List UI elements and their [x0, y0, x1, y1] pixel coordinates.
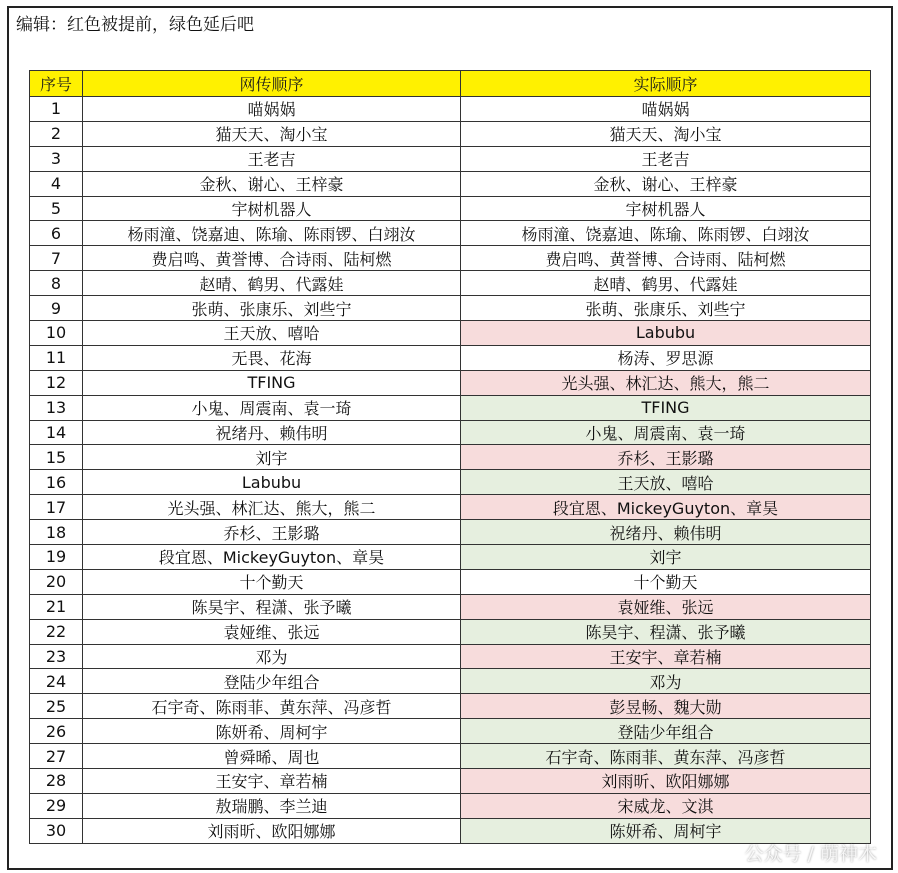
row-number: 8	[30, 271, 83, 296]
table-row	[30, 569, 871, 594]
table-row	[30, 97, 871, 122]
rumored-order-cell: 猫天天、淘小宝	[83, 121, 461, 146]
row-number: 21	[30, 594, 83, 619]
row-number: 16	[30, 470, 83, 495]
actual-order-cell: 袁娅维、张远	[461, 594, 871, 619]
rumored-order-cell: 无畏、花海	[83, 345, 461, 370]
actual-order-cell: 宋威龙、文淇	[461, 793, 871, 818]
table-row	[30, 146, 871, 171]
rumored-order-cell: 十个勤天	[83, 569, 461, 594]
actual-order-cell: 费启鸣、黄誉博、合诗雨、陆柯燃	[461, 246, 871, 271]
table-row	[30, 196, 871, 221]
row-number: 2	[30, 121, 83, 146]
actual-order-cell: 刘宇	[461, 545, 871, 570]
row-number: 18	[30, 520, 83, 545]
actual-order-cell: 金秋、谢心、王梓豪	[461, 171, 871, 196]
table-row	[30, 769, 871, 794]
table-body	[30, 97, 871, 844]
actual-order-cell: 乔杉、王影璐	[461, 445, 871, 470]
rumored-order-cell: 赵晴、鹤男、代露娃	[83, 271, 461, 296]
actual-order-cell: 邓为	[461, 669, 871, 694]
rumored-order-cell: 陈昊宇、程潇、张予曦	[83, 594, 461, 619]
rumored-order-cell: 邓为	[83, 644, 461, 669]
table-row	[30, 296, 871, 321]
table-row	[30, 470, 871, 495]
table-row	[30, 669, 871, 694]
row-number: 14	[30, 420, 83, 445]
rumored-order-cell: 杨雨潼、饶嘉迪、陈瑜、陈雨锣、白翊汝	[83, 221, 461, 246]
actual-order-cell: 段宜恩、MickeyGuyton、章昊	[461, 495, 871, 520]
rumored-order-cell: 刘雨昕、欧阳娜娜	[83, 818, 461, 843]
rumored-order-cell: 王老吉	[83, 146, 461, 171]
row-number: 6	[30, 221, 83, 246]
table-row	[30, 793, 871, 818]
rumored-order-cell: 王天放、嘻哈	[83, 321, 461, 346]
table-row	[30, 121, 871, 146]
rumored-order-cell: 陈妍希、周柯宇	[83, 719, 461, 744]
table-row	[30, 395, 871, 420]
rumored-order-cell: 喵娲娲	[83, 97, 461, 122]
table-row	[30, 345, 871, 370]
rumored-order-cell: 小鬼、周震南、袁一琦	[83, 395, 461, 420]
actual-order-cell: 喵娲娲	[461, 97, 871, 122]
actual-order-cell: 石宇奇、陈雨菲、黄东萍、冯彦哲	[461, 744, 871, 769]
table-row	[30, 246, 871, 271]
actual-order-cell: 光头强、林汇达、熊大，熊二	[461, 370, 871, 395]
row-number: 13	[30, 395, 83, 420]
row-number: 22	[30, 619, 83, 644]
watermark: 公众号 / 萌神木	[744, 843, 877, 865]
rumored-order-cell: TFING	[83, 370, 461, 395]
actual-order-cell: 张萌、张康乐、刘些宁	[461, 296, 871, 321]
rumored-order-cell: Labubu	[83, 470, 461, 495]
actual-order-cell: 王天放、嘻哈	[461, 470, 871, 495]
row-number: 19	[30, 545, 83, 570]
rumored-order-cell: 刘宇	[83, 445, 461, 470]
row-number: 15	[30, 445, 83, 470]
actual-order-cell: 宇树机器人	[461, 196, 871, 221]
rumored-order-cell: 金秋、谢心、王梓豪	[83, 171, 461, 196]
row-number: 20	[30, 569, 83, 594]
actual-order-cell: 彭昱畅、魏大勋	[461, 694, 871, 719]
rumored-order-cell: 王安宇、章若楠	[83, 769, 461, 794]
table-row	[30, 694, 871, 719]
table-row	[30, 495, 871, 520]
table-row	[30, 644, 871, 669]
header-rumored-order: 网传顺序	[83, 71, 461, 97]
rumored-order-cell: 宇树机器人	[83, 196, 461, 221]
actual-order-cell: 杨雨潼、饶嘉迪、陈瑜、陈雨锣、白翊汝	[461, 221, 871, 246]
table-row	[30, 370, 871, 395]
row-number: 30	[30, 818, 83, 843]
table-row	[30, 619, 871, 644]
row-number: 17	[30, 495, 83, 520]
actual-order-cell: 杨涛、罗思源	[461, 345, 871, 370]
document-frame	[7, 6, 893, 870]
table-row	[30, 221, 871, 246]
actual-order-cell: 猫天天、淘小宝	[461, 121, 871, 146]
actual-order-cell: 王安宇、章若楠	[461, 644, 871, 669]
row-number: 11	[30, 345, 83, 370]
rumored-order-cell: 费启鸣、黄誉博、合诗雨、陆柯燃	[83, 246, 461, 271]
table-row	[30, 520, 871, 545]
rumored-order-cell: 曾舜晞、周也	[83, 744, 461, 769]
actual-order-cell: 王老吉	[461, 146, 871, 171]
header-number: 序号	[30, 71, 83, 97]
actual-order-cell: 登陆少年组合	[461, 719, 871, 744]
row-number: 29	[30, 793, 83, 818]
table-row	[30, 271, 871, 296]
rumored-order-cell: 祝绪丹、赖伟明	[83, 420, 461, 445]
row-number: 5	[30, 196, 83, 221]
actual-order-cell: 陈昊宇、程潇、张予曦	[461, 619, 871, 644]
rumored-order-cell: 段宜恩、MickeyGuyton、章昊	[83, 545, 461, 570]
actual-order-cell: 小鬼、周震南、袁一琦	[461, 420, 871, 445]
actual-order-cell: 十个勤天	[461, 569, 871, 594]
rumored-order-cell: 袁娅维、张远	[83, 619, 461, 644]
row-number: 23	[30, 644, 83, 669]
row-number: 26	[30, 719, 83, 744]
actual-order-cell: Labubu	[461, 321, 871, 346]
table-row	[30, 594, 871, 619]
rumored-order-cell: 敖瑞鹏、李兰迪	[83, 793, 461, 818]
row-number: 12	[30, 370, 83, 395]
table-header-row	[30, 71, 871, 97]
table-row	[30, 719, 871, 744]
table-row	[30, 744, 871, 769]
editor-note: 编辑：红色被提前，绿色延后吧	[16, 15, 254, 35]
actual-order-cell: 刘雨昕、欧阳娜娜	[461, 769, 871, 794]
row-number: 10	[30, 321, 83, 346]
actual-order-cell: 陈妍希、周柯宇	[461, 818, 871, 843]
row-number: 27	[30, 744, 83, 769]
row-number: 4	[30, 171, 83, 196]
row-number: 1	[30, 97, 83, 122]
table-row	[30, 445, 871, 470]
row-number: 9	[30, 296, 83, 321]
table-row	[30, 545, 871, 570]
table-row	[30, 420, 871, 445]
rumored-order-cell: 石宇奇、陈雨菲、黄东萍、冯彦哲	[83, 694, 461, 719]
row-number: 28	[30, 769, 83, 794]
rumored-order-cell: 光头强、林汇达、熊大，熊二	[83, 495, 461, 520]
header-actual-order: 实际顺序	[461, 71, 871, 97]
table-row	[30, 171, 871, 196]
actual-order-cell: TFING	[461, 395, 871, 420]
actual-order-cell: 赵晴、鹤男、代露娃	[461, 271, 871, 296]
table-row	[30, 321, 871, 346]
order-table	[29, 70, 871, 844]
table-row	[30, 818, 871, 843]
row-number: 24	[30, 669, 83, 694]
row-number: 7	[30, 246, 83, 271]
row-number: 25	[30, 694, 83, 719]
rumored-order-cell: 张萌、张康乐、刘些宁	[83, 296, 461, 321]
row-number: 3	[30, 146, 83, 171]
actual-order-cell: 祝绪丹、赖伟明	[461, 520, 871, 545]
rumored-order-cell: 乔杉、王影璐	[83, 520, 461, 545]
rumored-order-cell: 登陆少年组合	[83, 669, 461, 694]
